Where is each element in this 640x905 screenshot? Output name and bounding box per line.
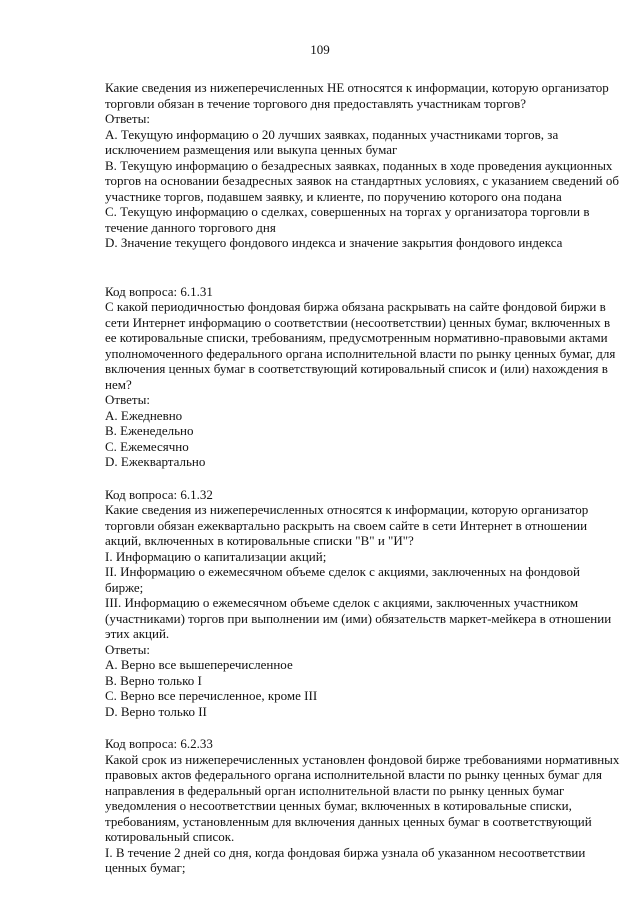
answer-option-d: D. Значение текущего фондового индекса и значение закрытия фондового индекса xyxy=(105,235,563,250)
question-block-2 xyxy=(105,284,620,470)
answer-option-b: B. Верно только I xyxy=(105,672,202,688)
answer-option-a: A. Ежедневно xyxy=(105,407,183,423)
answer-option-c: C. Ежемесячно xyxy=(105,438,189,454)
question-code: Код вопроса: 6.1.31 xyxy=(105,283,213,299)
page-content xyxy=(105,80,620,876)
page-number: 109 xyxy=(310,42,330,57)
statement-item-1: I. Информацию о капитализации акций; xyxy=(105,548,327,564)
question-block-1 xyxy=(105,80,620,251)
answer-option-a: A. Верно все вышеперечисленное xyxy=(105,657,293,672)
answer-option-b: B. Еженедельно xyxy=(105,423,194,438)
answer-option-d: D. Ежеквартально xyxy=(105,454,206,469)
question-block-4 xyxy=(105,736,620,876)
answer-option-a: A. Текущую информацию о 20 лучших заявках, поданных участниками торгов, за исключением размещения или выкупа ценных бумаг xyxy=(105,126,559,157)
answer-option-d: D. Верно только II xyxy=(105,703,207,719)
answer-option-b: B. Текущую информацию о безадресных заявках, поданных в ходе проведения аукционных торгов на основании безадресных заявок на стандартных условиях, с указанием сведений об участнике торгов, подавшем заявку, и клиенте, по поручению которого она подана xyxy=(105,157,619,204)
question-block-3 xyxy=(105,487,620,720)
question-text: Какой срок из нижеперечисленных установлен фондовой бирже требованиями нормативных правовых актов федерального органа исполнительной власти по рынку ценных бумаг для направления в федеральный орган исполнительной власти по рынку ценных бумаг уведомления о несоответствии ценных бумаг, включенных в котировальные списки, требованиям, установленным для включения данных ценных бумаг в соответствующий котировальный список. xyxy=(105,751,620,844)
answer-option-c: C. Верно все перечисленное, кроме III xyxy=(105,688,318,703)
statement-item-1: I. В течение 2 дней со дня, когда фондовая биржа узнала об указанном несоответствии ценных бумаг; xyxy=(105,844,586,875)
statement-item-3: III. Информацию о ежемесячном объеме сделок с акциями, заключенных участником (участниками) торгов при выполнении им (ими) обязательств маркет-мейкера в отношении этих акций. xyxy=(105,595,612,641)
answer-option-c: C. Текущую информацию о сделках, совершенных на торгах у организатора торговли в течение данного торгового дня xyxy=(105,204,590,235)
question-text: С какой периодичностью фондовая биржа обязана раскрывать на сайте фондовой биржи в сети Интернет информацию о соответствии (несоответствии) ценных бумаг, включенных в ее котировальные списки, требованиям, предусмотренным нормативно-правовыми актами уполномоченного федерального органа исполнительной власти по рынку ценных бумаг, для включения ценных бумаг в соответствующий котировальный список и (или) нахождения в нем? xyxy=(105,299,616,392)
question-code: Код вопроса: 6.2.33 xyxy=(105,736,213,751)
statement-item-2: II. Информацию о ежемесячном объеме сделок с акциями, заключенных на фондовой бирже; xyxy=(105,564,580,595)
answers-label: Ответы: xyxy=(105,641,150,657)
answers-label: Ответы: xyxy=(105,111,150,126)
question-text: Какие сведения из нижеперечисленных относятся к информации, которую организатор торговли обязан ежеквартально раскрыть на своем сайте в сети Интернет в отношении акций, включенных в котировальные списки "В" и "И"? xyxy=(105,502,589,548)
question-code: Код вопроса: 6.1.32 xyxy=(105,486,213,502)
answers-label: Ответы: xyxy=(105,392,150,407)
question-text: Какие сведения из нижеперечисленных НЕ относятся к информации, которую организатор торговли обязан в течение торгового дня предоставлять участникам торгов? xyxy=(105,80,609,111)
